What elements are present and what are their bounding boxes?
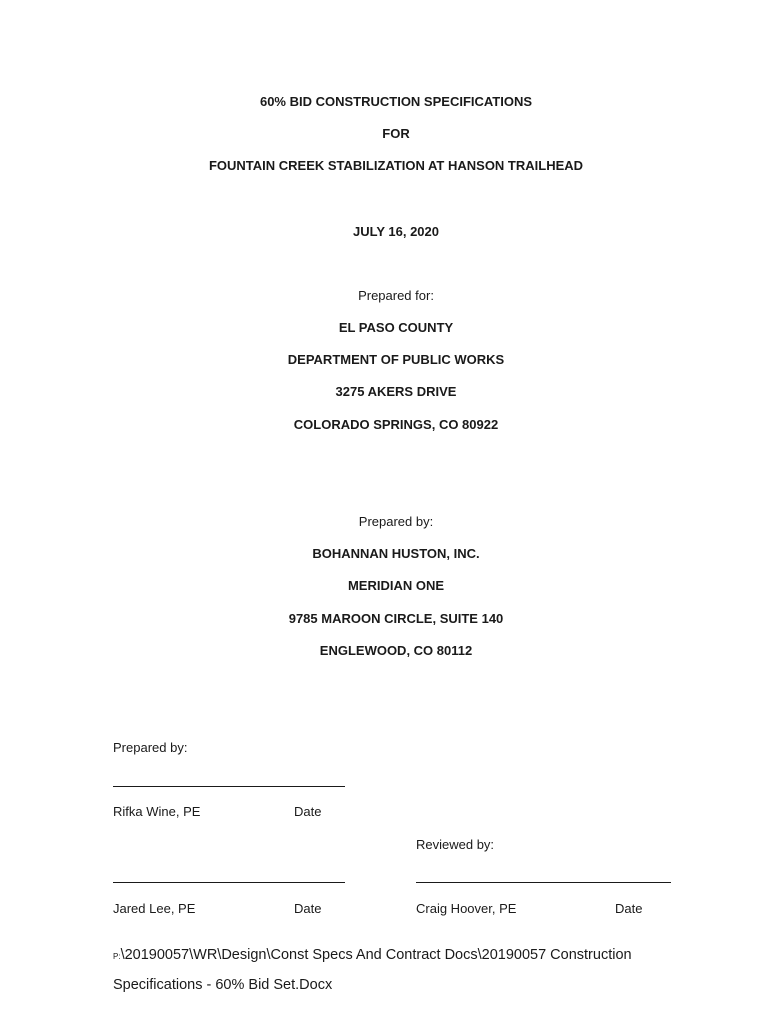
signature-preparer-date: Date xyxy=(294,804,322,819)
signature-reviewer-name: Craig Hoover, PE xyxy=(416,901,517,916)
signature-second-name: Jared Lee, PE xyxy=(113,901,196,916)
prepared-for-label: Prepared for: xyxy=(358,288,434,303)
doc-title-line1: 60% BID CONSTRUCTION SPECIFICATIONS xyxy=(259,94,533,109)
file-path-footer xyxy=(113,941,713,999)
signature-reviewed-label: Reviewed by: xyxy=(416,837,495,852)
doc-title-line2: FOR xyxy=(382,126,410,141)
signature-preparer-name: Rifka Wine, PE xyxy=(113,804,201,819)
prepared-for-dept: DEPARTMENT OF PUBLIC WORKS xyxy=(287,352,505,367)
doc-date: JULY 16, 2020 xyxy=(352,224,440,239)
signature-reviewer-date: Date xyxy=(615,901,643,916)
doc-title-line3: FOUNTAIN CREEK STABILIZATION AT HANSON TRAILHEAD xyxy=(208,158,584,173)
prepared-by-building: MERIDIAN ONE xyxy=(347,578,445,593)
prepared-for-org: EL PASO COUNTY xyxy=(338,320,454,335)
prepared-by-address: 9785 MAROON CIRCLE, SUITE 140 xyxy=(288,611,504,626)
prepared-by-city: ENGLEWOOD, CO 80112 xyxy=(319,643,473,658)
prepared-by-org: BOHANNAN HUSTON, INC. xyxy=(312,546,480,561)
file-path-drive: P: xyxy=(113,952,121,961)
signature-second-date: Date xyxy=(294,901,322,916)
prepared-for-city: COLORADO SPRINGS, CO 80922 xyxy=(293,417,499,432)
prepared-for-address: 3275 AKERS DRIVE xyxy=(335,384,457,399)
signature-line-reviewer xyxy=(416,882,671,883)
prepared-by-label: Prepared by: xyxy=(358,514,434,529)
signature-line-second xyxy=(113,882,345,883)
signature-line-preparer xyxy=(113,786,345,787)
signature-prepared-label: Prepared by: xyxy=(113,740,188,755)
file-path-text: \20190057\WR\Design\Const Specs And Contract Docs\20190057 Construction Specifications - 60% Bid Set.Docx xyxy=(113,947,632,993)
